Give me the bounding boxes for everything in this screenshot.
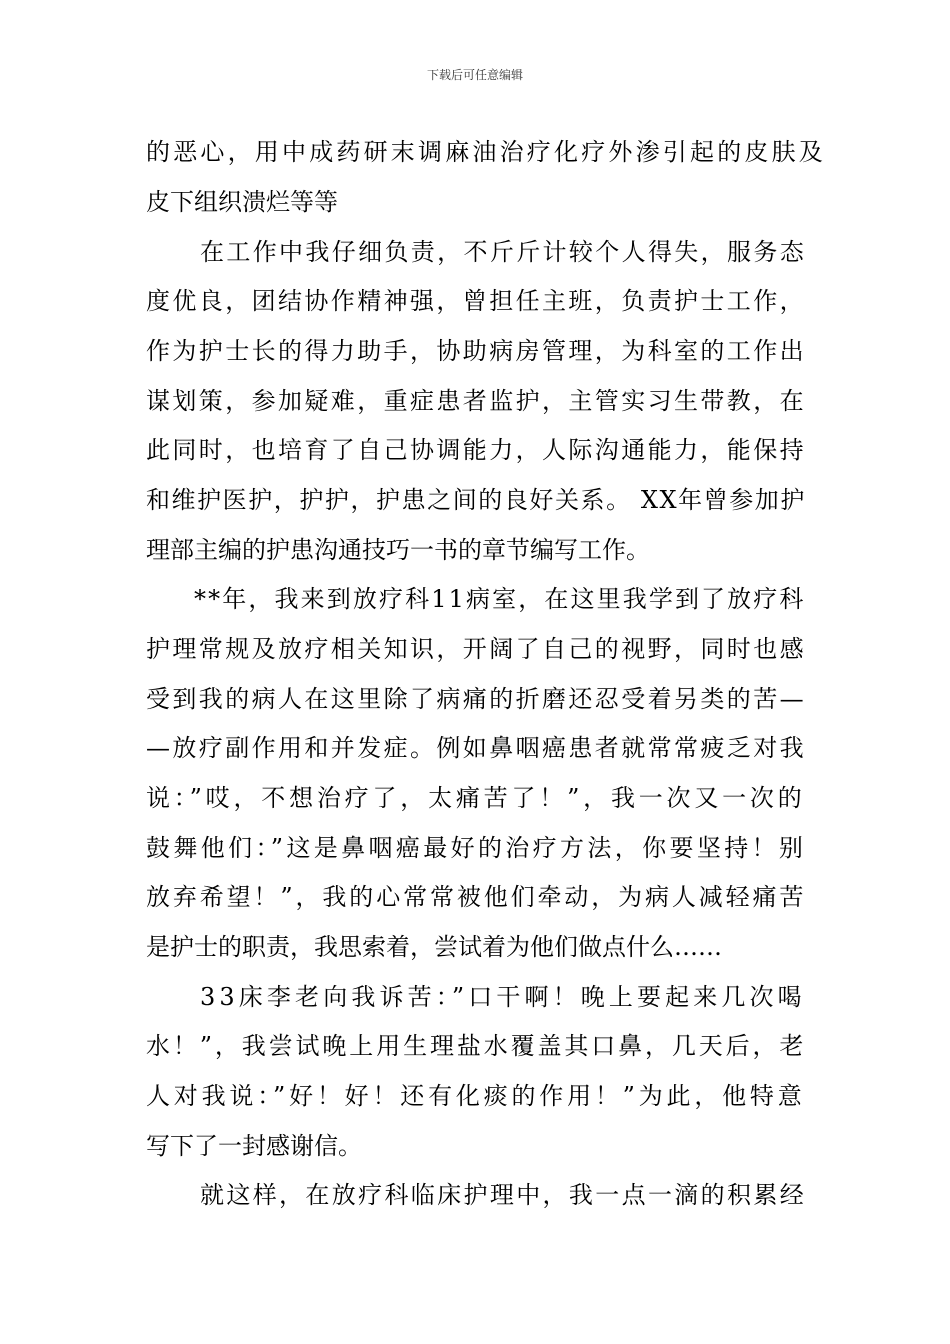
text-line: **年，我来到放疗科11病室，在这里我学到了放疗科	[194, 585, 806, 613]
text-line: 度优良，团结协作精神强，曾担任主班，负责护士工作，	[146, 287, 806, 315]
text-line: 33床李老向我诉苦：”口干啊！晚上要起来几次喝	[200, 983, 806, 1011]
text-line: 皮下组织溃烂等等	[146, 188, 338, 216]
page-header: 下载后可任意编辑	[426, 68, 523, 82]
text-line: 放弃希望！”，我的心常常被他们牵动，为病人减轻痛苦	[146, 883, 807, 911]
text-line: 和维护医护，护护，护患之间的良好关系。 XX年曾参加护	[146, 486, 806, 514]
text-line: 鼓舞他们：”这是鼻咽癌最好的治疗方法，你要坚持！别	[146, 834, 807, 862]
text-line: 说：”哎，不想治疗了，太痛苦了！”，我一次又一次的	[146, 784, 806, 812]
text-line: 作为护士长的得力助手，协助病房管理，为科室的工作出	[146, 337, 806, 365]
text-line: 的恶心，用中成药研末调麻油治疗化疗外渗引起的皮肤及	[146, 138, 826, 166]
text-line: 护理常规及放疗相关知识，开阔了自己的视野，同时也感	[146, 635, 806, 663]
text-line: —放疗副作用和并发症。例如鼻咽癌患者就常常疲乏对我	[146, 734, 806, 762]
text-line: 此同时，也培育了自己协调能力，人际沟通能力，能保持	[146, 436, 806, 464]
text-line: 水！”，我尝试晚上用生理盐水覆盖其口鼻，几天后，老	[146, 1032, 807, 1060]
text-line: 是护士的职责，我思索着，尝试着为他们做点什么……	[146, 933, 722, 961]
text-line: 就这样，在放疗科临床护理中，我一点一滴的积累经	[200, 1181, 807, 1209]
text-line: 写下了一封感谢信。	[146, 1132, 362, 1160]
text-line: 受到我的病人在这里除了病痛的折磨还忍受着另类的苦—	[146, 685, 806, 713]
text-line: 在工作中我仔细负责，不斤斤计较个人得失，服务态	[200, 238, 807, 266]
text-line: 谋划策，参加疑难，重症患者监护，主管实习生带教，在	[146, 387, 806, 415]
text-line: 理部主编的护患沟通技巧一书的章节编写工作。	[146, 536, 650, 564]
text-line: 人对我说：”好！好！还有化痰的作用！”为此，他特意	[146, 1082, 806, 1110]
